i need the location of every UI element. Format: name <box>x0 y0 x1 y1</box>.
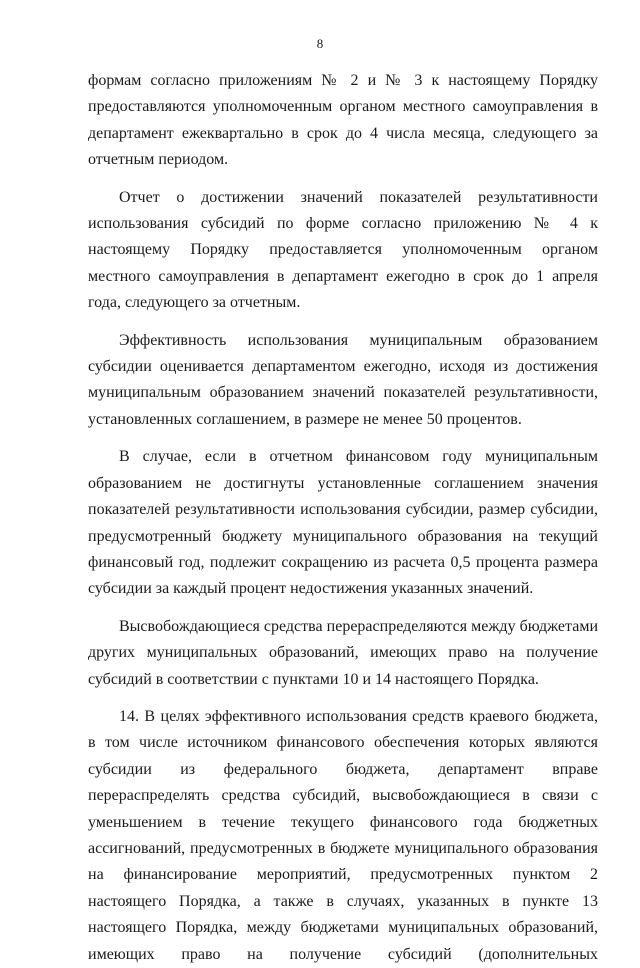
paragraph-funds-redistribution: Высвобождающиеся средства перераспределяются между бюджетами других муниципальных образований, имеющих право на получение субсидий в соответствии с пунктами 10 и 14 настоящего Порядка. <box>88 617 598 688</box>
paragraph-results-report: Отчет о достижении значений показателей результативности использования субсидий по форме согласно приложению № 4 к настоящему Порядку предоставляется уполномоченным органом местного самоуправления в департамент ежегодно в срок до 1 апреля года, следующего за отчетным. <box>88 188 598 312</box>
paragraph-clause-14: 14. В целях эффективного использования средств краевого бюджета, в том числе источником финансового обеспечения которых являются субсидии из федерального бюджета, департамент вправе перераспределять средства субсидий, высвобождающиеся в связи с уменьшением в течение текущего финансового года бюджетных ассигнований, предусмотренных в бюджете муниципального образования на финансирование мероприятий, предусмотренных пунктом 2 настоящего Порядка, а также в случаях, указанных в пункте 13 настоящего Порядка, между бюджетами муниципальных образований, имеющих право на получение субсидий (дополнительных <box>88 707 598 963</box>
document-body <box>88 68 598 968</box>
paragraph-efficiency-evaluation: Эффективность использования муниципальным образованием субсидии оценивается департаментом ежегодно, исходя из достижения муниципальным образованием значений показателей результативности, установленных соглашением, в размере не менее 50 процентов. <box>88 331 598 428</box>
page-number: 8 <box>316 36 324 51</box>
paragraph-subsidy-reduction: В случае, если в отчетном финансовом году муниципальным образованием не достигнуты установленные соглашением значения показателей результативности использования субсидии, размер субсидии, предусмотренный бюджету муниципального образования на текущий финансовый год, подлежит сокращению из расчета 0,5 процента размера субсидии за каждый процент недостижения указанных значений. <box>88 448 598 598</box>
paragraph-report-forms-continuation: формам согласно приложениям № 2 и № 3 к настоящему Порядку предоставляются уполномоченным органом местного самоуправления в департамент ежеквартально в срок до 4 числа месяца, следующего за отчетным периодом. <box>88 72 598 169</box>
